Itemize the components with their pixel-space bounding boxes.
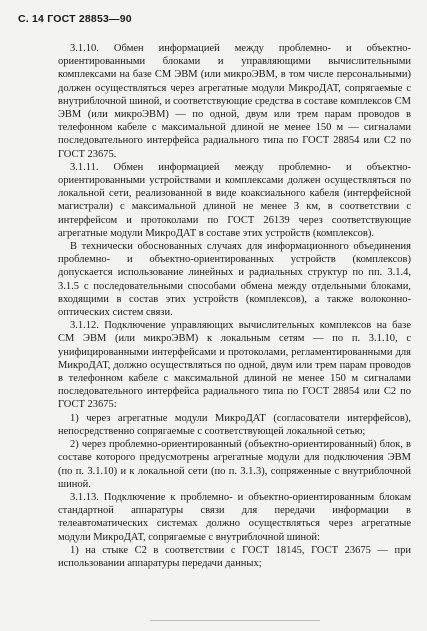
footer-divider [150,620,320,621]
list-item-3-1-13-1: 1) на стыке С2 в соответствии с ГОСТ 18145, ГОСТ 23675 — при использовании аппаратуры передачи данных; [58,544,411,569]
paragraph-3-1-12: 3.1.12. Подключение управляющих вычислительных комплексов на базе СМ ЭВМ (или микроЭВМ) к локальным сетям — по п. 3.1.10, с унифицированными интерфейсами и протоколами, регламентированными для МикроДАТ, должно осуществляться по одной, двум или трем парам проводов в телефонном кабеле с максимальной длиной не менее 150 м сигналами последовательного интерфейса радиального типа по ГОСТ 28854 или С2 по ГОСТ 23675: [58,320,411,411]
paragraph-exception: В технически обоснованных случаях для информационного объединения проблемно- и объектно-ориентированных устройств (комплексов) допускается использование линейных и радиальных структур по пп. 3.1.4, 3.1.5 с последовательными способами обмена между отдельными блоками, входящими в состав этих устройств (комплексов), а также волоконно-оптических систем связи. [58,241,411,319]
list-item-1: 1) через агрегатные модули МикроДАТ (согласователи интерфейсов), непосредственно сопрягаемые с соответствующей локальной сетью; [58,412,411,437]
paragraph-3-1-13: 3.1.13. Подключение к проблемно- и объектно-ориентированным блокам стандартной аппаратуры связи для передачи информации в телеавтоматических системах должно осуществляться через агрегатные модули МикроДАТ, сопрягаемые с внутриблочной шиной: [58,491,411,543]
page-header: С. 14 ГОСТ 28853—90 [18,13,132,25]
paragraph-3-1-11: 3.1.11. Обмен информацией между проблемно- и объектно-ориентированными устройствами и комплексами должен осуществляться по локальной сети, реализованной в виде коаксиального кабеля (интерфейсной магистрали) с максимальной длиной не менее 3 км, в соответствии с интерфейсом и протоколами по ГОСТ 26139 через соответствующие агрегатные модули МикроДАТ в составе этих устройств (комплексов). [58,161,411,239]
document-body [58,42,411,570]
list-item-2: 2) через проблемно-ориентированный (объектно-ориентированный) блок, в составе которого предусмотрены агрегатные модули для подключения ЭВМ (по п. 3.1.10) и к локальной сети (по п. 3.1.3), сопряженные с внутриблочной шиной. [58,439,411,490]
paragraph-3-1-10: 3.1.10. Обмен информацией между проблемно- и объектно-ориентированными блоками и управляющими вычислительными комплексами на базе СМ ЭВМ (или микроЭВМ, в том числе персональными) должен осуществляться через агрегатные модули МикроДАТ, сопрягаемые с внутриблочной шиной, и соответствующие средства в составе комплексов СМ ЭВМ (или микроЭВМ) — по одной, двум или трем парам проводов в телефонном кабеле с максимальной длиной не менее 150 м — сигналами последовательного интерфейса радиального типа по ГОСТ 28854 или С2 по ГОСТ 23675. [58,43,411,160]
